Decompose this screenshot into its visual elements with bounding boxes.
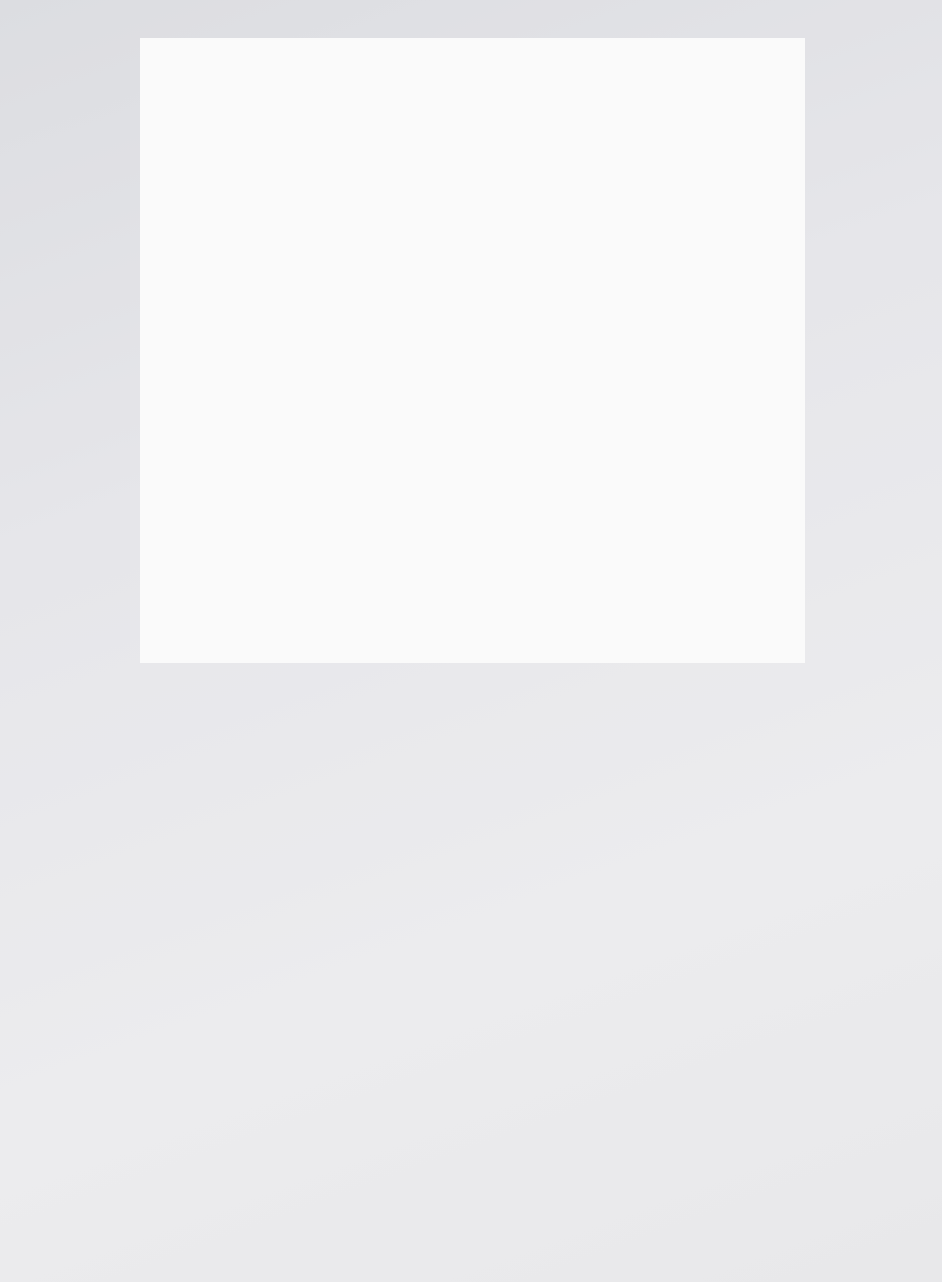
graph-background: [140, 38, 805, 663]
